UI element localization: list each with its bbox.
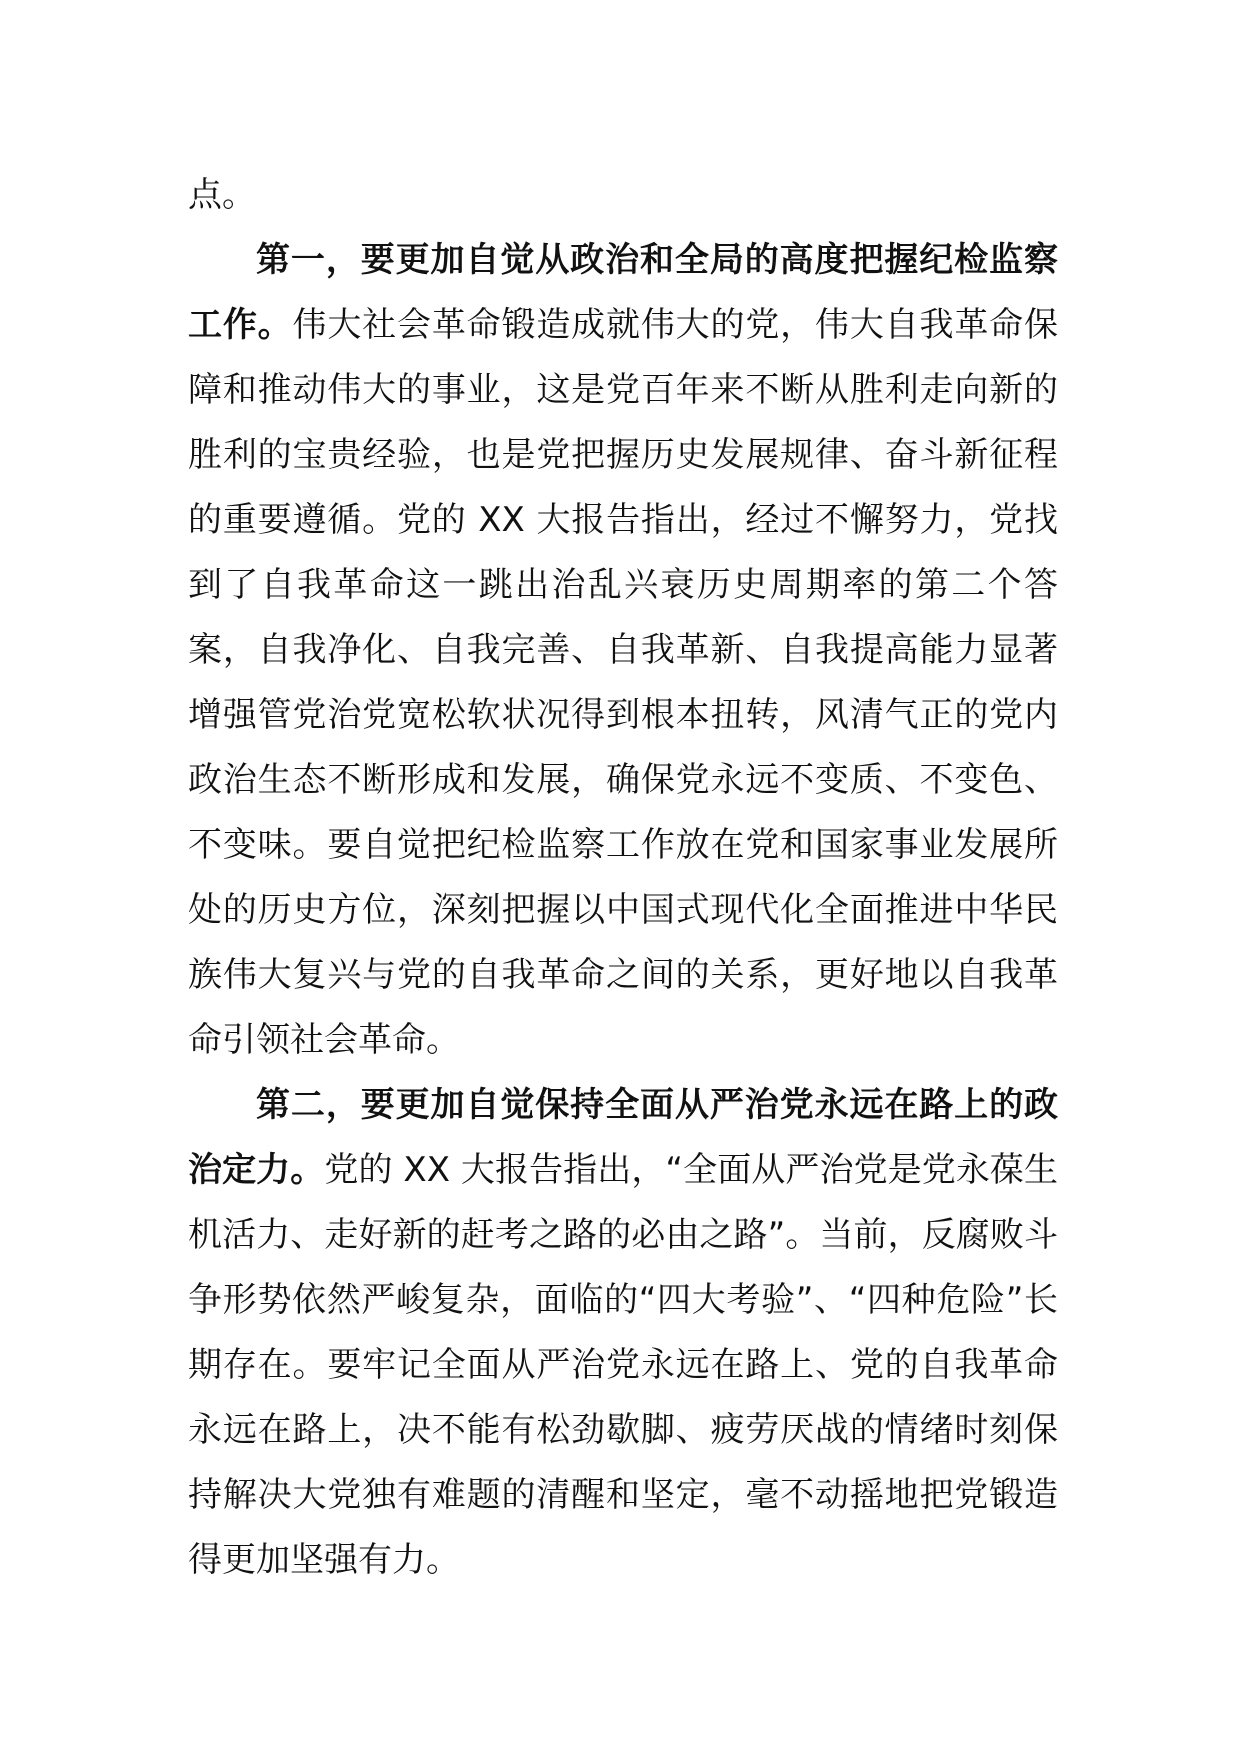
paragraph-continuation (188, 163, 1058, 228)
paragraph-second-point (188, 1073, 1058, 1593)
paragraph-text: 党的 XX 大报告指出，“全面从严治党是党永葆生机活力、走好新的赶考之路的必由之路”。当前，反腐败斗争形势依然严峻复杂，面临的“四大考验”、“四种危险”长期存在。要牢记全面从严治党永远在路上、党的自我革命永远在路上，决不能有松劲歇脚、疲劳厌战的情绪时刻保持解决大党独有难题的清醒和坚定，毫不动摇地把党锻造得更加坚强有力。 (188, 1150, 1059, 1580)
paragraph-heading: 第一，要更加自觉从政治和全局的高度把握纪检监察工作。 (188, 240, 1058, 345)
paragraph-first-point (188, 228, 1058, 1073)
document-body (188, 163, 1058, 1593)
paragraph-text: 伟大社会革命锻造成就伟大的党，伟大自我革命保障和推动伟大的事业，这是党百年来不断从胜利走向新的胜利的宝贵经验，也是党把握历史发展规律、奋斗新征程的重要遵循。党的 XX 大报告指出，经过不懈努力，党找到了自我革命这一跳出治乱兴衰历史周期率的第二个答案，自我净化、自我完善、自我革新、自我提高能力显著增强管党治党宽松软状况得到根本扭转，风清气正的党内政治生态不断形成和发展，确保党永远不变质、不变色、不变味。要自觉把纪检监察工作放在党和国家事业发展所处的历史方位，深刻把握以中国式现代化全面推进中华民族伟大复兴与党的自我革命之间的关系，更好地以自我革命引领社会革命。 (188, 305, 1058, 1060)
paragraph-text: 点。 (188, 175, 256, 215)
paragraph-heading: 第二，要更加自觉保持全面从严治党永远在路上的政治定力。 (188, 1085, 1058, 1190)
